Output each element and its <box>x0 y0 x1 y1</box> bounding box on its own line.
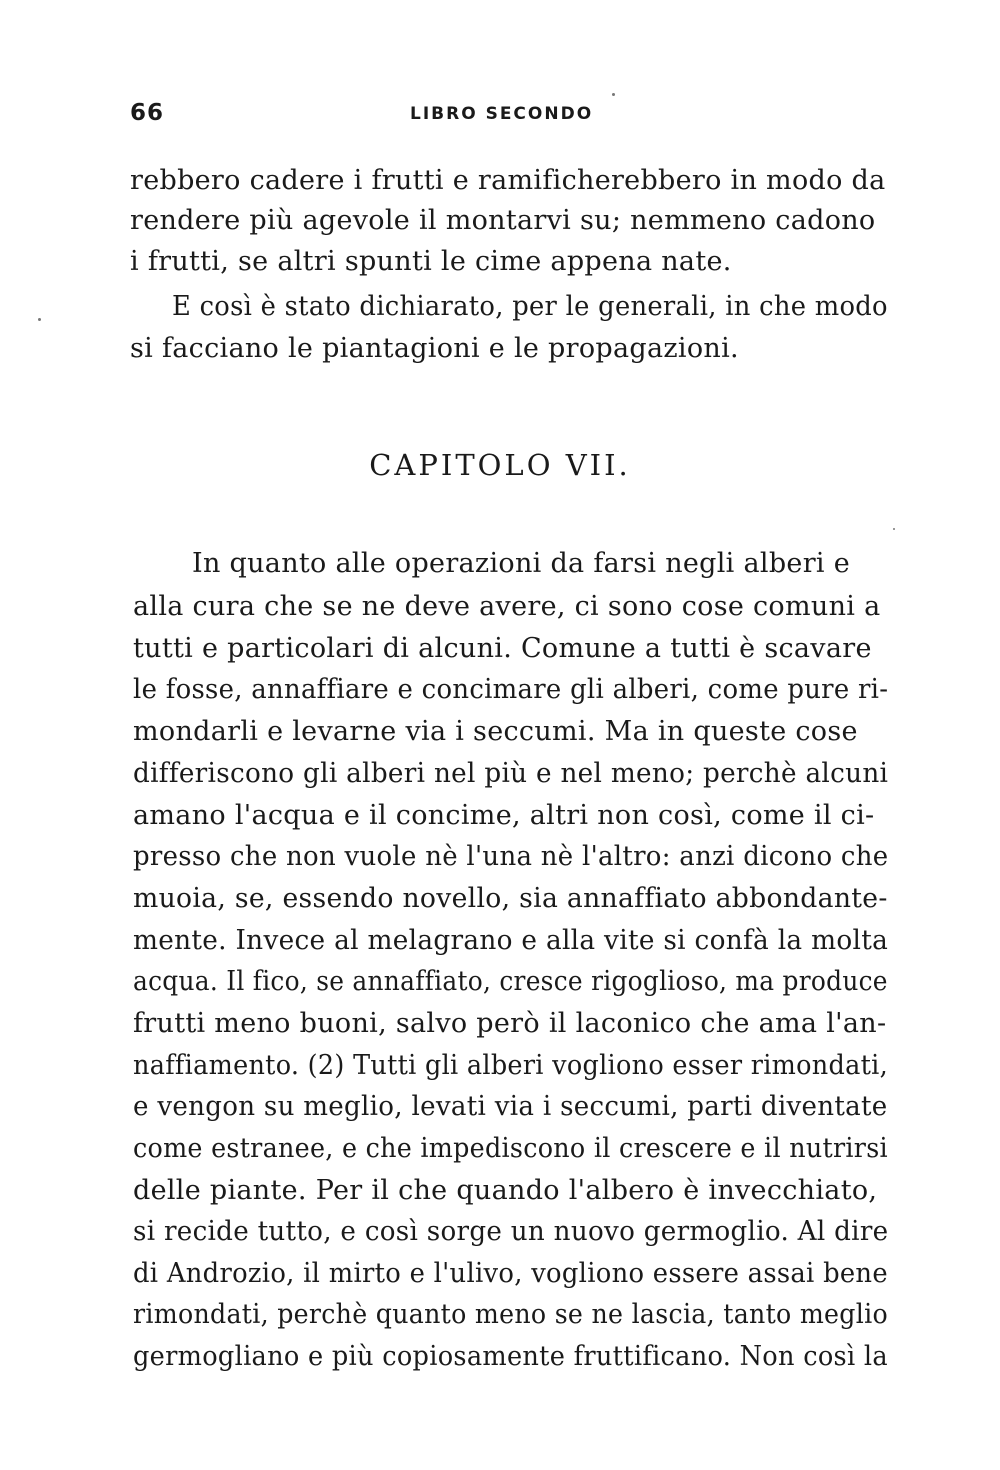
text-line: E così è stato dichiarato, per le generali, in che modo <box>172 291 888 322</box>
scan-speck <box>893 528 895 530</box>
text-line: acqua. Il fico, se annaffiato, cresce rigoglioso, ma produce <box>133 966 888 997</box>
text-line: di Androzio, il mirto e l'ulivo, vogliono essere assai bene <box>133 1258 888 1289</box>
text-line: delle piante. Per il che quando l'albero è invecchiato, <box>133 1175 878 1206</box>
text-line: differiscono gli alberi nel più e nel meno; perchè alcuni <box>133 758 889 789</box>
running-head <box>130 100 890 130</box>
text-line: muoia, se, essendo novello, sia annaffiato abbondante- <box>133 883 888 914</box>
text-line: amano l'acqua e il concime, altri non così, come il ci- <box>133 800 875 831</box>
text-line: i frutti, se altri spunti le cime appena nate. <box>130 246 732 277</box>
text-line: In quanto alle operazioni da farsi negli alberi e <box>192 548 850 579</box>
text-line: rebbero cadere i frutti e ramificherebbero in modo da <box>130 165 886 196</box>
text-line: rimondati, perchè quanto meno se ne lascia, tanto meglio <box>133 1299 888 1330</box>
text-line: germogliano e più copiosamente fruttificano. Non così la <box>133 1341 888 1372</box>
text-line: alla cura che se ne deve avere, ci sono cose comuni a <box>133 591 881 622</box>
chapter-title: CAPITOLO VII. <box>369 448 631 482</box>
text-line: rendere più agevole il montarvi su; nemmeno cadono <box>130 205 876 236</box>
scan-speck <box>612 93 615 96</box>
text-line: si facciano le piantagioni e le propagazioni. <box>130 333 739 364</box>
text-line: mondarli e levarne via i seccumi. Ma in queste cose <box>133 716 858 747</box>
text-line: naffiamento. (2) Tutti gli alberi vogliono esser rimondati, <box>133 1050 888 1081</box>
text-line: presso che non vuole nè l'una nè l'altro: anzi dicono che <box>133 841 889 872</box>
text-line: tutti e particolari di alcuni. Comune a tutti è scavare <box>133 633 872 664</box>
text-line: e vengon su meglio, levati via i seccumi, parti diventate <box>133 1091 888 1122</box>
text-line: mente. Invece al melagrano e alla vite si confà la molta <box>133 925 889 956</box>
running-title: LIBRO SECONDO <box>410 104 594 124</box>
text-line: come estranee, e che impediscono il crescere e il nutrirsi <box>133 1133 888 1164</box>
text-line: frutti meno buoni, salvo però il laconico che ama l'an- <box>133 1008 887 1039</box>
text-line: si recide tutto, e così sorge un nuovo germoglio. Al dire <box>133 1216 889 1247</box>
text-line: le fosse, annaffiare e concimare gli alberi, come pure ri- <box>133 674 889 705</box>
scan-speck <box>38 318 41 321</box>
page-number: 66 <box>130 100 165 126</box>
